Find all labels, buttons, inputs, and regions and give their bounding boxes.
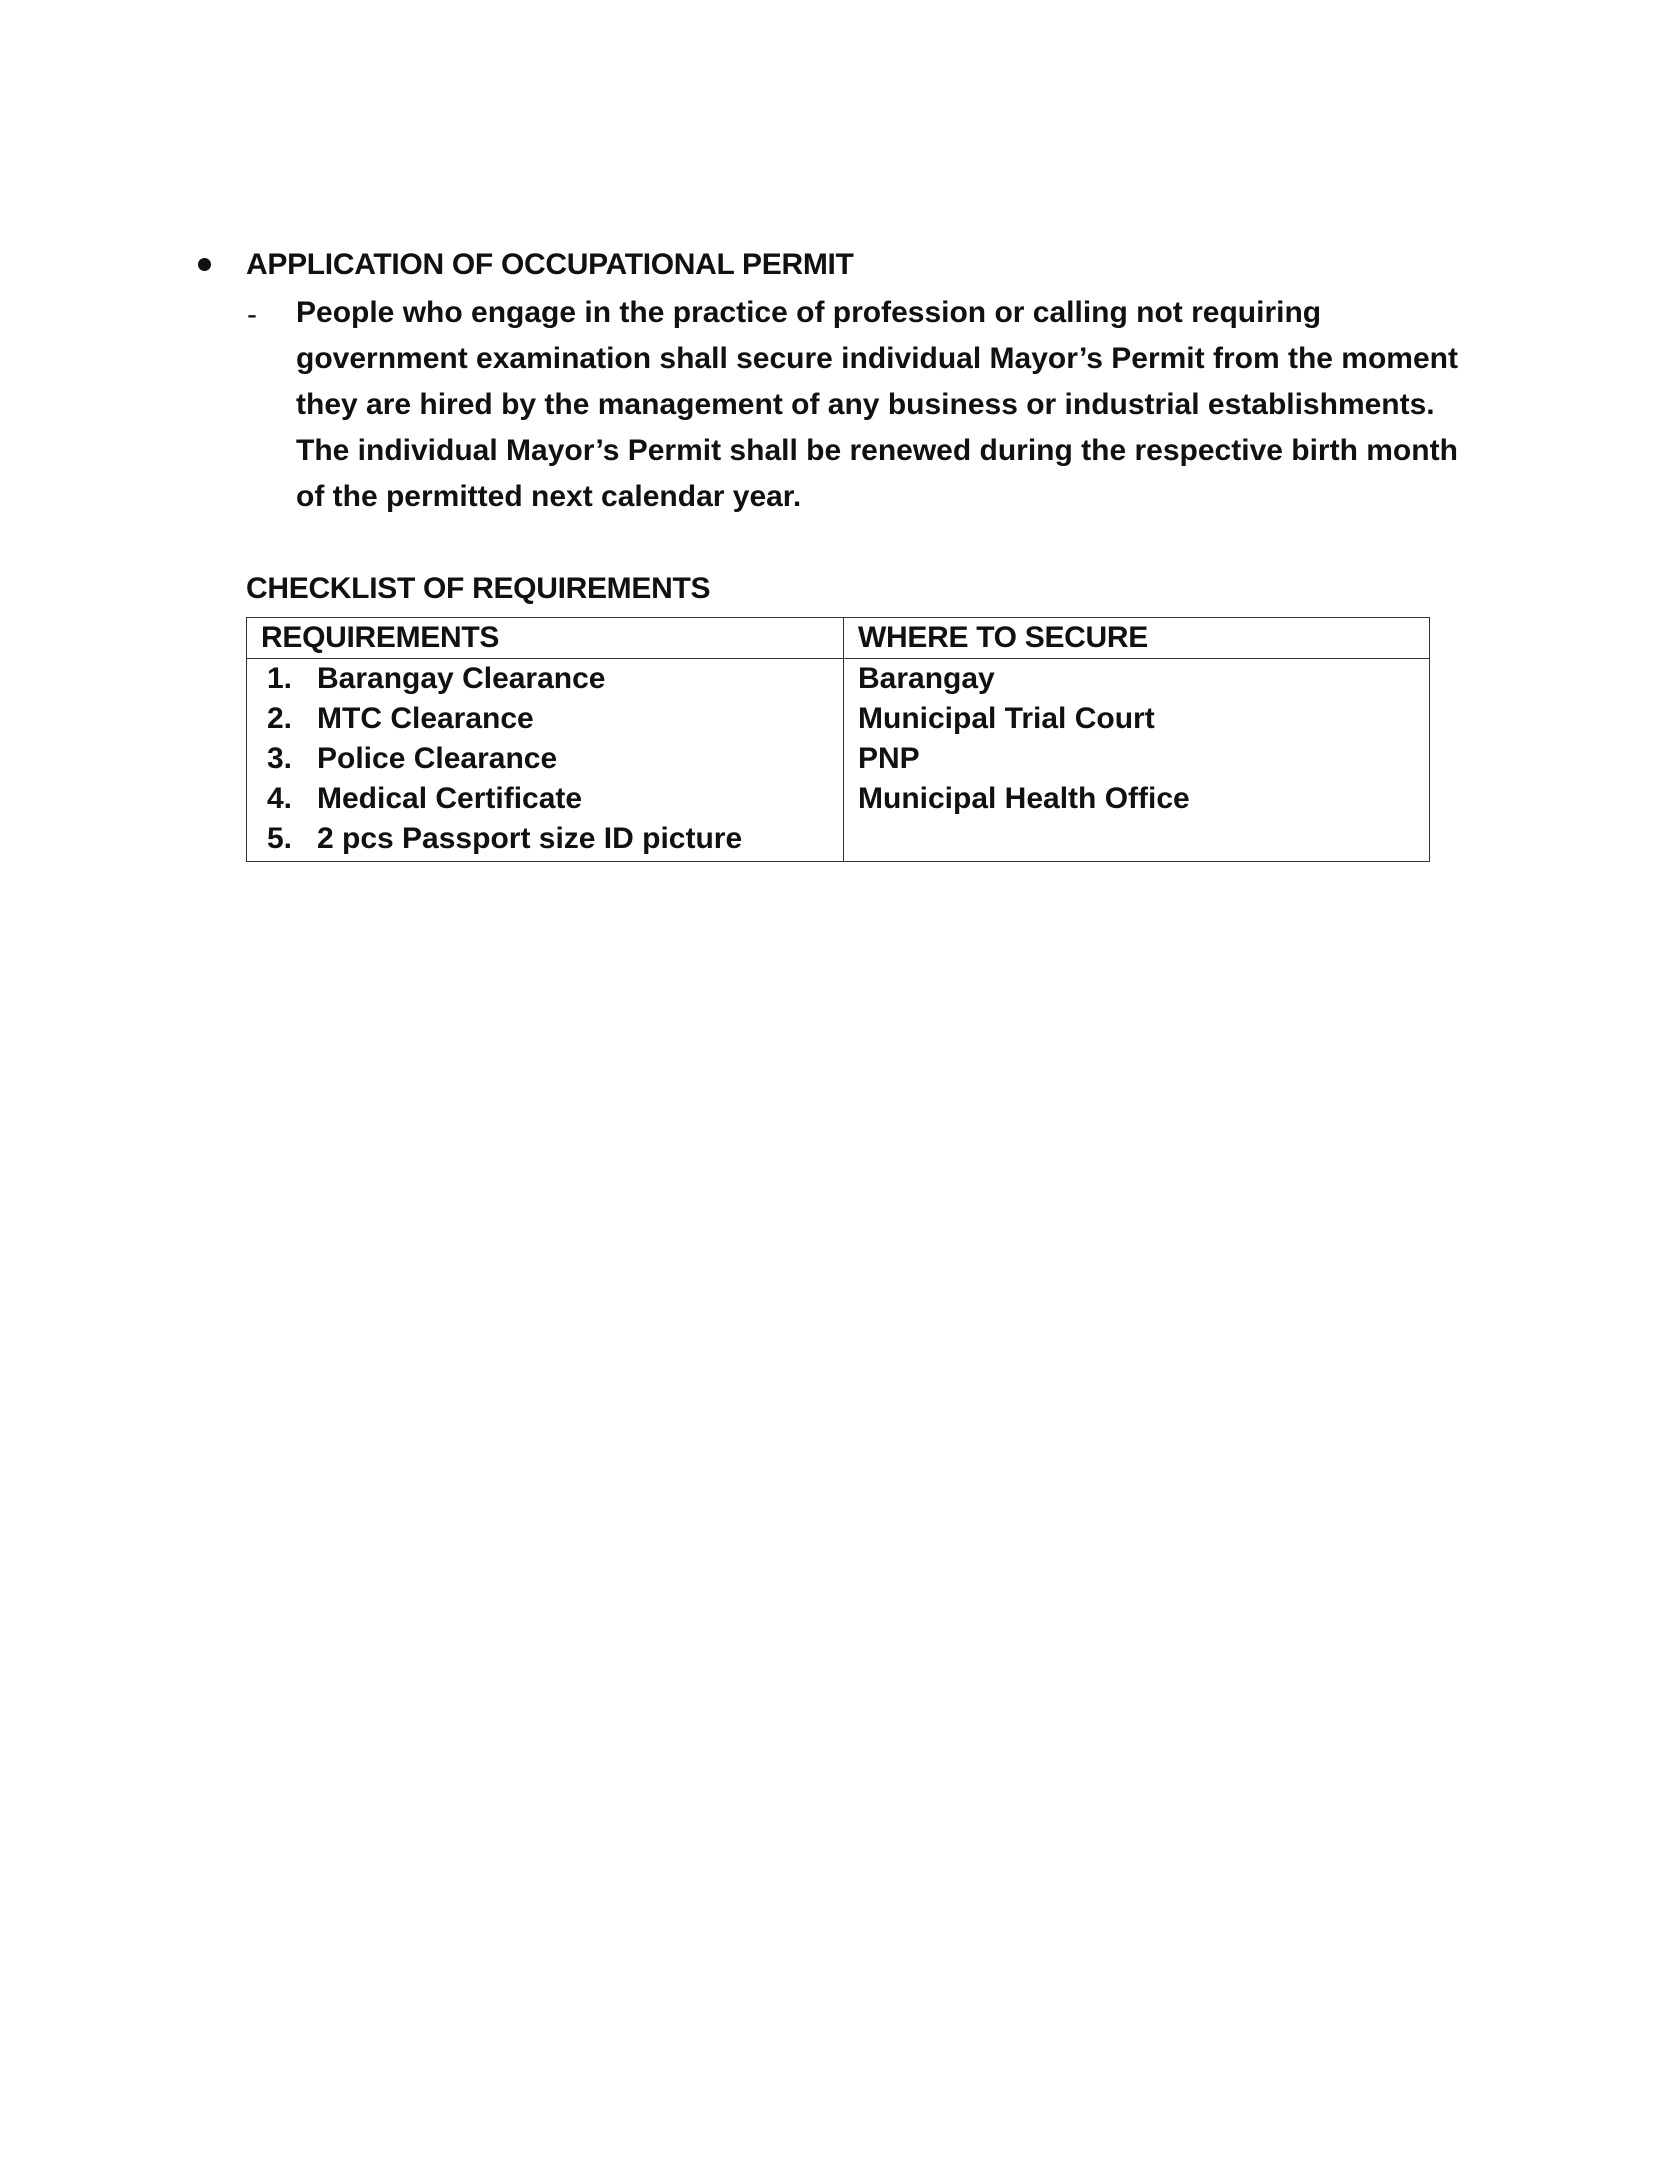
item-text: Medical Certificate	[317, 782, 583, 815]
table-row	[247, 659, 1430, 862]
table-header-row	[247, 618, 1430, 659]
paragraph-line: The individual Mayor’s Permit shall be renewed during the respective birth month	[296, 434, 1458, 467]
paragraph-line: of the permitted next calendar year.	[296, 480, 802, 513]
item-text: MTC Clearance	[317, 702, 534, 735]
source-item: Municipal Health Office	[858, 782, 1190, 815]
list-item	[261, 659, 843, 699]
list-item	[261, 819, 843, 859]
item-number: 5.	[267, 822, 293, 855]
sources-cell	[844, 659, 1430, 862]
requirements-table	[246, 617, 1430, 862]
list-item	[261, 779, 843, 819]
source-item: Municipal Trial Court	[858, 702, 1155, 735]
item-number: 3.	[267, 742, 293, 775]
list-item	[261, 699, 843, 739]
source-item: Barangay	[858, 662, 995, 695]
item-text: Barangay Clearance	[317, 662, 606, 695]
section-paragraph	[296, 290, 1536, 520]
paragraph-line: People who engage in the practice of profession or calling not requiring	[296, 296, 1322, 329]
item-number: 1.	[267, 662, 293, 695]
requirements-cell	[247, 659, 844, 862]
list-item	[261, 739, 843, 779]
header-requirements: REQUIREMENTS	[247, 618, 844, 659]
requirements-list	[261, 659, 843, 861]
header-where-to-secure: WHERE TO SECURE	[844, 618, 1430, 659]
bullet-icon	[198, 258, 211, 271]
dash-marker: -	[247, 298, 257, 331]
item-number: 4.	[267, 782, 293, 815]
item-text: 2 pcs Passport size ID picture	[317, 822, 743, 855]
paragraph-line: government examination shall secure individual Mayor’s Permit from the moment	[296, 342, 1458, 375]
source-item: PNP	[858, 742, 920, 775]
item-text: Police Clearance	[317, 742, 558, 775]
section-heading: APPLICATION OF OCCUPATIONAL PERMIT	[246, 248, 854, 281]
item-number: 2.	[267, 702, 293, 735]
checklist-title: CHECKLIST OF REQUIREMENTS	[246, 572, 711, 605]
sources-list	[858, 659, 1429, 821]
paragraph-line: they are hired by the management of any business or industrial establishments.	[296, 388, 1435, 421]
